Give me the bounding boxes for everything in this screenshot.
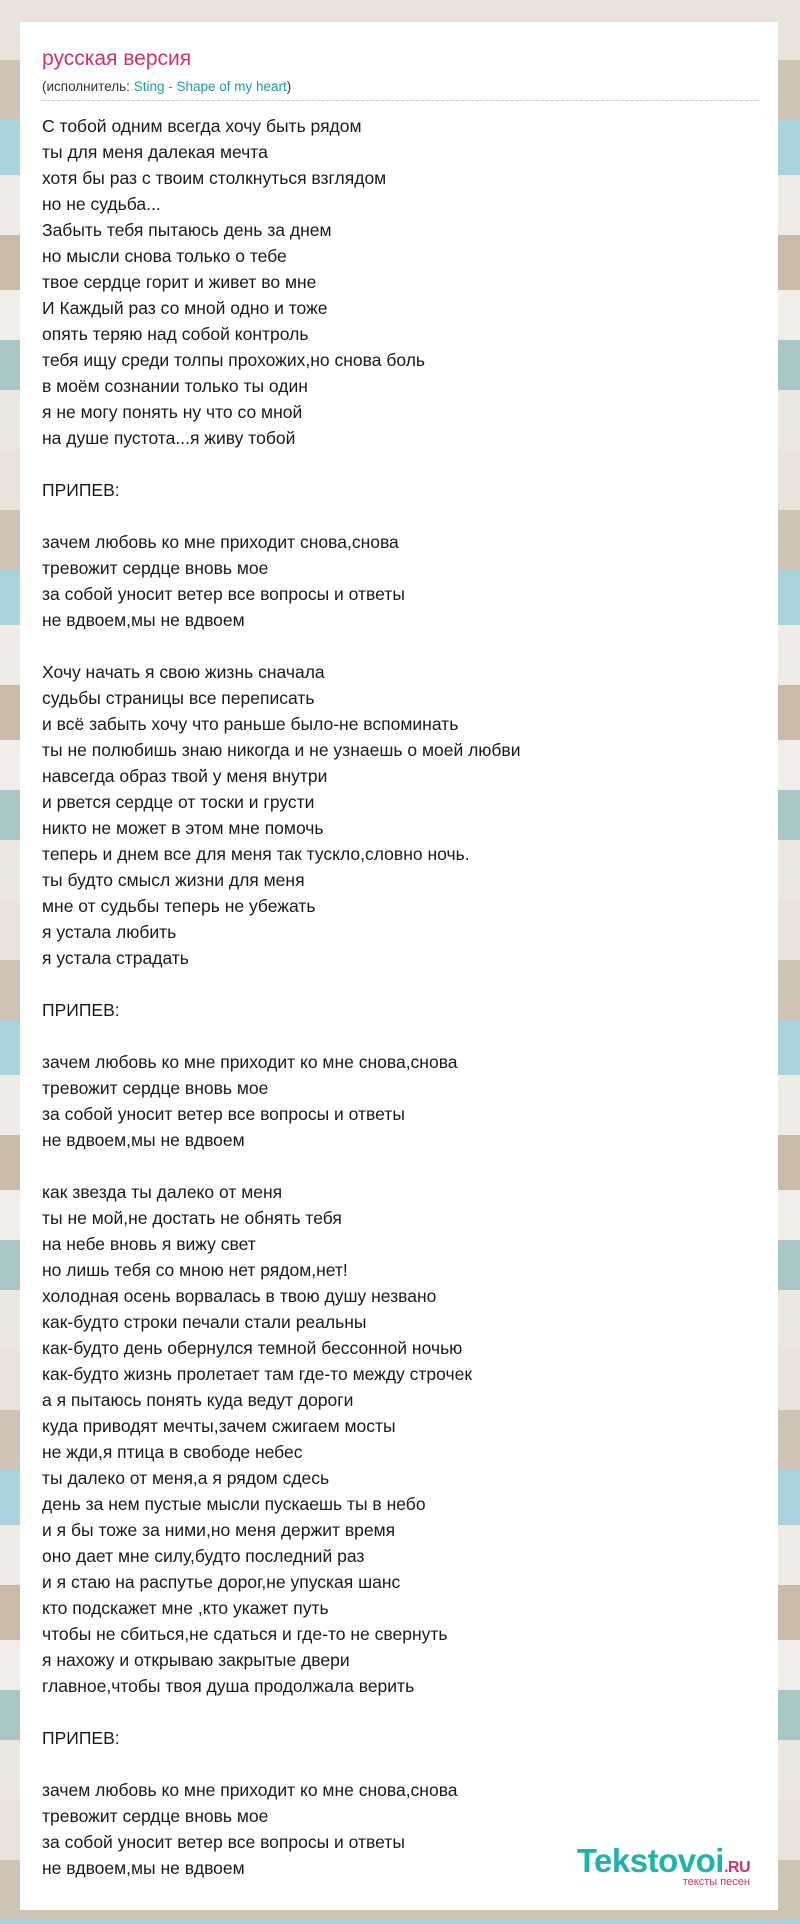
lyric-line: холодная осень ворвалась в твою душу незвано <box>42 1286 437 1306</box>
lyric-line: и рвется сердце от тоски и грусти <box>42 792 315 812</box>
lyric-line: как-будто день обернулся темной бессонной ночью <box>42 1338 463 1358</box>
lyrics-spacer <box>42 971 758 997</box>
lyric-line: и я бы тоже за ними,но меня держит время <box>42 1520 396 1540</box>
lyric-line: не жди,я птица в свободе небес <box>42 1442 303 1462</box>
lyric-line: тревожит сердце вновь мое <box>42 1806 269 1826</box>
lyric-line: опять теряю над собой контроль <box>42 324 309 344</box>
lyric-line: ты не мой,не достать не обнять тебя <box>42 1208 342 1228</box>
lyric-line: зачем любовь ко мне приходит ко мне снова,снова <box>42 1052 458 1072</box>
lyric-line: чтобы не сбиться,не сдаться и где-то не свернуть <box>42 1624 448 1644</box>
lyric-line: куда приводят мечты,зачем сжигаем мосты <box>42 1416 396 1436</box>
lyric-line: я устала страдать <box>42 948 189 968</box>
page-title: русская версия <box>42 47 192 70</box>
logo-tagline: тексты песен <box>682 1876 750 1888</box>
lyric-line: в моём сознании только ты один <box>42 376 308 396</box>
lyrics-spacer <box>42 1751 758 1777</box>
lyric-line: как звезда ты далеко от меня <box>42 1182 283 1202</box>
lyric-line: тревожит сердце вновь мое <box>42 558 269 578</box>
lyric-line: зачем любовь ко мне приходит снова,снова <box>42 532 399 552</box>
logo-name: Tekstovoi <box>576 1842 724 1879</box>
lyric-line: день за нем пустые мысли пускаешь ты в небо <box>42 1494 426 1514</box>
lyrics-spacer <box>42 1153 758 1179</box>
lyric-line: я устала любить <box>42 922 177 942</box>
site-logo[interactable] <box>577 1842 750 1888</box>
lyric-line: ПРИПЕВ: <box>42 1000 120 1020</box>
lyric-line: не вдвоем,мы не вдвоем <box>42 1858 245 1878</box>
lyric-line: но не судьба... <box>42 194 161 214</box>
lyric-line: на небе вновь я вижу свет <box>42 1234 256 1254</box>
lyrics-body <box>42 113 758 1881</box>
lyric-line: твое сердце горит и живет во мне <box>42 272 317 292</box>
lyric-line: но мысли снова только о тебе <box>42 246 287 266</box>
lyric-line: оно дает мне силу,будто последний раз <box>42 1546 365 1566</box>
logo-wordmark <box>577 1842 750 1880</box>
lyric-line: главное,чтобы твоя душа продолжала верить <box>42 1676 415 1696</box>
lyrics-spacer <box>42 1699 758 1725</box>
lyric-line: ты для меня далекая мечта <box>42 142 268 162</box>
lyric-line: ПРИПЕВ: <box>42 480 120 500</box>
lyric-line: не вдвоем,мы не вдвоем <box>42 610 245 630</box>
lyric-line: тебя ищу среди толпы прохожих,но снова боль <box>42 350 426 370</box>
lyric-line: И Каждый раз со мной одно и тоже <box>42 298 328 318</box>
lyric-line: Забыть тебя пытаюсь день за днем <box>42 220 332 240</box>
artist-suffix: ) <box>286 79 292 94</box>
lyric-line: зачем любовь ко мне приходит ко мне снова,снова <box>42 1780 458 1800</box>
lyric-line: не вдвоем,мы не вдвоем <box>42 1130 245 1150</box>
lyric-line: и я стаю на распутье дорог,не упуская шанс <box>42 1572 401 1592</box>
lyric-line: как-будто строки печали стали реальны <box>42 1312 367 1332</box>
lyric-line: ты далеко от меня,а я рядом сдесь <box>42 1468 330 1488</box>
lyric-line: ты будто смысл жизни для меня <box>42 870 305 890</box>
lyric-line: ты не полюбишь знаю никогда и не узнаешь о моей любви <box>42 740 521 760</box>
lyric-line: а я пытаюсь понять куда ведут дороги <box>42 1390 354 1410</box>
lyric-line: я нахожу и открываю закрытые двери <box>42 1650 350 1670</box>
lyric-line: Хочу начать я свою жизнь сначала <box>42 662 325 682</box>
lyrics-spacer <box>42 1023 758 1049</box>
lyric-line: ПРИПЕВ: <box>42 1728 120 1748</box>
lyric-line: за собой уносит ветер все вопросы и ответы <box>42 1832 405 1852</box>
lyric-line: но лишь тебя со мною нет рядом,нет! <box>42 1260 348 1280</box>
lyrics-spacer <box>42 633 758 659</box>
lyric-line: и всё забыть хочу что раньше было-не вспоминать <box>42 714 459 734</box>
lyric-line: я не могу понять ну что со мной <box>42 402 303 422</box>
artist-song-link[interactable]: Sting - Shape of my heart <box>133 79 287 94</box>
lyric-line: мне от судьбы теперь не убежать <box>42 896 316 916</box>
lyric-line: С тобой одним всегда хочу быть рядом <box>42 116 362 136</box>
lyric-line: как-будто жизнь пролетает там где-то между строчек <box>42 1364 473 1384</box>
logo-domain: .RU <box>723 1859 750 1876</box>
lyrics-spacer <box>42 451 758 477</box>
lyrics-page <box>20 22 778 1910</box>
lyric-line: теперь и днем все для меня так тускло,словно ночь. <box>42 844 470 864</box>
lyric-line: навсегда образ твой у меня внутри <box>42 766 328 786</box>
lyric-line: хотя бы раз с твоим столкнуться взглядом <box>42 168 387 188</box>
artist-line <box>42 78 758 101</box>
lyric-line: за собой уносит ветер все вопросы и ответы <box>42 1104 405 1124</box>
lyric-line: кто подскажет мне ,кто укажет путь <box>42 1598 329 1618</box>
lyric-line: никто не может в этом мне помочь <box>42 818 324 838</box>
artist-prefix: (исполнитель: <box>42 79 134 94</box>
lyric-line: на душе пустота...я живу тобой <box>42 428 296 448</box>
lyric-line: тревожит сердце вновь мое <box>42 1078 269 1098</box>
lyric-line: судьбы страницы все переписать <box>42 688 315 708</box>
lyric-line: за собой уносит ветер все вопросы и ответы <box>42 584 405 604</box>
lyrics-spacer <box>42 503 758 529</box>
